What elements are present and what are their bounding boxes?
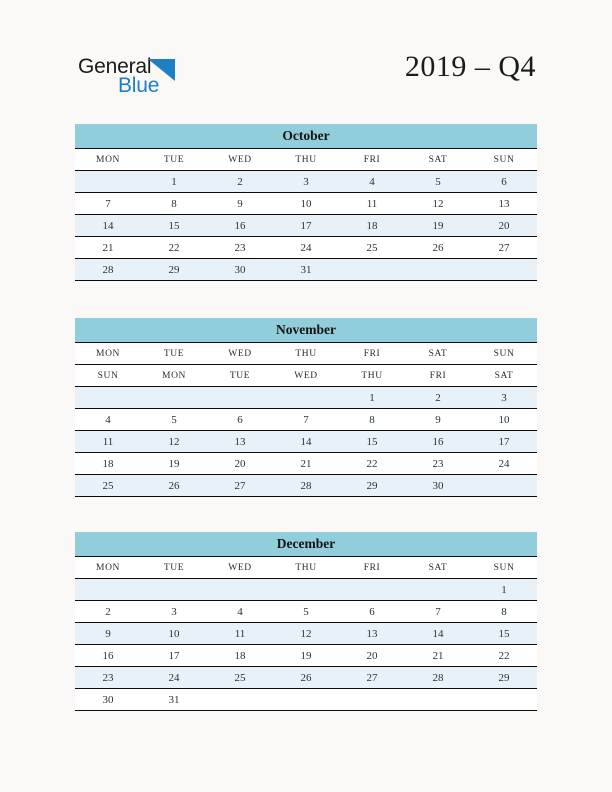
day-cell[interactable]: 18: [207, 645, 273, 667]
page-title: 2019 – Q4: [404, 50, 536, 83]
day-cell[interactable]: 23: [405, 453, 471, 475]
day-cell[interactable]: 13: [207, 431, 273, 453]
calendar-head-october: [75, 149, 537, 171]
week-row: [75, 259, 537, 281]
day-cell[interactable]: 4: [207, 601, 273, 623]
day-cell[interactable]: 1: [339, 387, 405, 409]
day-cell-empty: [273, 689, 339, 711]
month-title-october: October: [75, 124, 537, 148]
day-cell[interactable]: 9: [75, 623, 141, 645]
day-cell[interactable]: 13: [471, 193, 537, 215]
day-cell-empty: [471, 475, 537, 497]
day-cell[interactable]: 8: [339, 409, 405, 431]
week-row: [75, 623, 537, 645]
day-cell[interactable]: 29: [339, 475, 405, 497]
day-cell[interactable]: 25: [339, 237, 405, 259]
day-cell[interactable]: 4: [75, 409, 141, 431]
weekday-label-fri: FRI: [339, 149, 405, 171]
day-cell[interactable]: 15: [471, 623, 537, 645]
calendar-table-october: [75, 148, 537, 281]
day-cell[interactable]: 8: [141, 193, 207, 215]
day-cell[interactable]: 21: [75, 237, 141, 259]
weekday-header-row: [75, 365, 537, 387]
day-cell-empty: [207, 387, 273, 409]
week-row: [75, 645, 537, 667]
day-cell[interactable]: 14: [405, 623, 471, 645]
weekday-label-tue: TUE: [141, 343, 207, 365]
day-cell[interactable]: 28: [273, 475, 339, 497]
day-cell[interactable]: 3: [471, 387, 537, 409]
week-row: [75, 431, 537, 453]
day-cell[interactable]: 12: [141, 431, 207, 453]
day-cell[interactable]: 25: [207, 667, 273, 689]
day-cell[interactable]: 30: [405, 475, 471, 497]
day-cell[interactable]: 10: [141, 623, 207, 645]
weekday-label-tue: TUE: [207, 365, 273, 387]
week-row: [75, 409, 537, 431]
week-row: [75, 453, 537, 475]
weekday-label-sat: SAT: [405, 557, 471, 579]
day-cell-empty: [207, 689, 273, 711]
weekday-label-sat: SAT: [405, 343, 471, 365]
day-cell[interactable]: 5: [141, 409, 207, 431]
day-cell[interactable]: 6: [339, 601, 405, 623]
day-cell[interactable]: 10: [471, 409, 537, 431]
day-cell[interactable]: 18: [339, 215, 405, 237]
day-cell[interactable]: 15: [141, 215, 207, 237]
weekday-label-sun: SUN: [471, 343, 537, 365]
day-cell[interactable]: 11: [207, 623, 273, 645]
weekday-label-thu: THU: [273, 557, 339, 579]
week-row: [75, 689, 537, 711]
calendar-november: [75, 318, 537, 497]
day-cell[interactable]: 14: [273, 431, 339, 453]
day-cell[interactable]: 12: [273, 623, 339, 645]
day-cell[interactable]: 21: [405, 645, 471, 667]
brand-name-blue: Blue: [118, 74, 160, 97]
day-cell[interactable]: 31: [141, 689, 207, 711]
day-cell-empty: [207, 579, 273, 601]
weekday-label-wed: WED: [273, 365, 339, 387]
day-cell[interactable]: 29: [141, 259, 207, 281]
weekday-label-wed: WED: [207, 149, 273, 171]
day-cell[interactable]: 16: [405, 431, 471, 453]
day-cell[interactable]: 16: [75, 645, 141, 667]
weekday-label-sun: SUN: [75, 365, 141, 387]
day-cell[interactable]: 15: [339, 431, 405, 453]
day-cell-empty: [141, 387, 207, 409]
calendar-head-november: [75, 343, 537, 387]
day-cell[interactable]: 9: [405, 409, 471, 431]
day-cell[interactable]: 12: [405, 193, 471, 215]
day-cell[interactable]: 1: [471, 579, 537, 601]
day-cell[interactable]: 2: [207, 171, 273, 193]
weekday-label-fri: FRI: [339, 557, 405, 579]
weekday-label-wed: WED: [207, 343, 273, 365]
calendar-december: [75, 532, 537, 711]
brand-name-general: General: [78, 55, 152, 78]
day-cell[interactable]: 5: [273, 601, 339, 623]
calendar-head-december: [75, 557, 537, 579]
day-cell-empty: [405, 689, 471, 711]
day-cell[interactable]: 7: [405, 601, 471, 623]
weekday-label-mon: MON: [75, 343, 141, 365]
day-cell[interactable]: 8: [471, 601, 537, 623]
weekday-label-thu: THU: [273, 343, 339, 365]
calendar-table-november: [75, 342, 537, 497]
day-cell[interactable]: 18: [75, 453, 141, 475]
day-cell-empty: [75, 171, 141, 193]
week-row: [75, 579, 537, 601]
day-cell[interactable]: 23: [207, 237, 273, 259]
day-cell[interactable]: 22: [141, 237, 207, 259]
day-cell-empty: [141, 579, 207, 601]
calendar-table-december: [75, 556, 537, 711]
day-cell[interactable]: 24: [471, 453, 537, 475]
week-row: [75, 193, 537, 215]
weekday-label-wed: WED: [207, 557, 273, 579]
weekday-header-row: [75, 149, 537, 171]
weekday-label-sat: SAT: [405, 149, 471, 171]
day-cell-empty: [273, 579, 339, 601]
day-cell[interactable]: 17: [141, 645, 207, 667]
week-row: [75, 237, 537, 259]
day-cell[interactable]: 27: [471, 237, 537, 259]
day-cell[interactable]: 27: [339, 667, 405, 689]
day-cell-empty: [339, 579, 405, 601]
calendar-october: [75, 124, 537, 281]
weekday-header-row: [75, 557, 537, 579]
day-cell[interactable]: 10: [273, 193, 339, 215]
day-cell[interactable]: 30: [75, 689, 141, 711]
day-cell[interactable]: 20: [339, 645, 405, 667]
day-cell[interactable]: 3: [141, 601, 207, 623]
calendar-body-november: [75, 387, 537, 497]
day-cell[interactable]: 1: [141, 171, 207, 193]
day-cell-empty: [75, 579, 141, 601]
day-cell[interactable]: 6: [471, 171, 537, 193]
day-cell[interactable]: 27: [207, 475, 273, 497]
day-cell[interactable]: 26: [141, 475, 207, 497]
weekday-label-fri: FRI: [405, 365, 471, 387]
day-cell[interactable]: 26: [405, 237, 471, 259]
month-title-december: December: [75, 532, 537, 556]
day-cell[interactable]: 9: [207, 193, 273, 215]
day-cell-empty: [339, 259, 405, 281]
week-row: [75, 387, 537, 409]
month-title-november: November: [75, 318, 537, 342]
day-cell-empty: [75, 387, 141, 409]
weekday-label-mon: MON: [75, 149, 141, 171]
week-row: [75, 667, 537, 689]
day-cell[interactable]: 11: [339, 193, 405, 215]
day-cell[interactable]: 16: [207, 215, 273, 237]
day-cell[interactable]: 7: [75, 193, 141, 215]
day-cell[interactable]: 24: [273, 237, 339, 259]
day-cell-empty: [471, 259, 537, 281]
brand-logo: [78, 56, 258, 104]
day-cell[interactable]: 17: [471, 431, 537, 453]
week-row: [75, 171, 537, 193]
calendar-body-december: [75, 579, 537, 711]
weekday-label-sun: SUN: [471, 557, 537, 579]
day-cell-empty: [405, 579, 471, 601]
page-header: [0, 0, 612, 110]
day-cell[interactable]: 5: [405, 171, 471, 193]
day-cell[interactable]: 28: [75, 259, 141, 281]
day-cell[interactable]: 30: [207, 259, 273, 281]
day-cell-empty: [471, 689, 537, 711]
day-cell[interactable]: 19: [273, 645, 339, 667]
day-cell[interactable]: 29: [471, 667, 537, 689]
day-cell[interactable]: 23: [75, 667, 141, 689]
day-cell[interactable]: 21: [273, 453, 339, 475]
day-cell[interactable]: 2: [405, 387, 471, 409]
weekday-label-mon: MON: [75, 557, 141, 579]
weekday-label-tue: TUE: [141, 557, 207, 579]
day-cell[interactable]: 13: [339, 623, 405, 645]
day-cell[interactable]: 20: [471, 215, 537, 237]
day-cell[interactable]: 3: [273, 171, 339, 193]
day-cell[interactable]: 22: [339, 453, 405, 475]
blue-triangle-icon: [148, 59, 175, 81]
day-cell[interactable]: 31: [273, 259, 339, 281]
day-cell[interactable]: 4: [339, 171, 405, 193]
day-cell[interactable]: 14: [75, 215, 141, 237]
weekday-label-thu: THU: [273, 149, 339, 171]
weekday-header-row: [75, 343, 537, 365]
weekday-label-mon: MON: [141, 365, 207, 387]
day-cell[interactable]: 19: [405, 215, 471, 237]
week-row: [75, 215, 537, 237]
weekday-label-thu: THU: [339, 365, 405, 387]
weekday-label-sat: SAT: [471, 365, 537, 387]
weekday-label-tue: TUE: [141, 149, 207, 171]
day-cell[interactable]: 26: [273, 667, 339, 689]
day-cell[interactable]: 17: [273, 215, 339, 237]
day-cell-empty: [273, 387, 339, 409]
day-cell[interactable]: 19: [141, 453, 207, 475]
day-cell[interactable]: 20: [207, 453, 273, 475]
day-cell[interactable]: 24: [141, 667, 207, 689]
day-cell[interactable]: 11: [75, 431, 141, 453]
weekday-label-fri: FRI: [339, 343, 405, 365]
day-cell[interactable]: 28: [405, 667, 471, 689]
weekday-label-sun: SUN: [471, 149, 537, 171]
day-cell[interactable]: 6: [207, 409, 273, 431]
day-cell[interactable]: 25: [75, 475, 141, 497]
day-cell[interactable]: 2: [75, 601, 141, 623]
day-cell-empty: [339, 689, 405, 711]
week-row: [75, 475, 537, 497]
day-cell-empty: [405, 259, 471, 281]
day-cell[interactable]: 22: [471, 645, 537, 667]
week-row: [75, 601, 537, 623]
calendar-body-october: [75, 171, 537, 281]
day-cell[interactable]: 7: [273, 409, 339, 431]
